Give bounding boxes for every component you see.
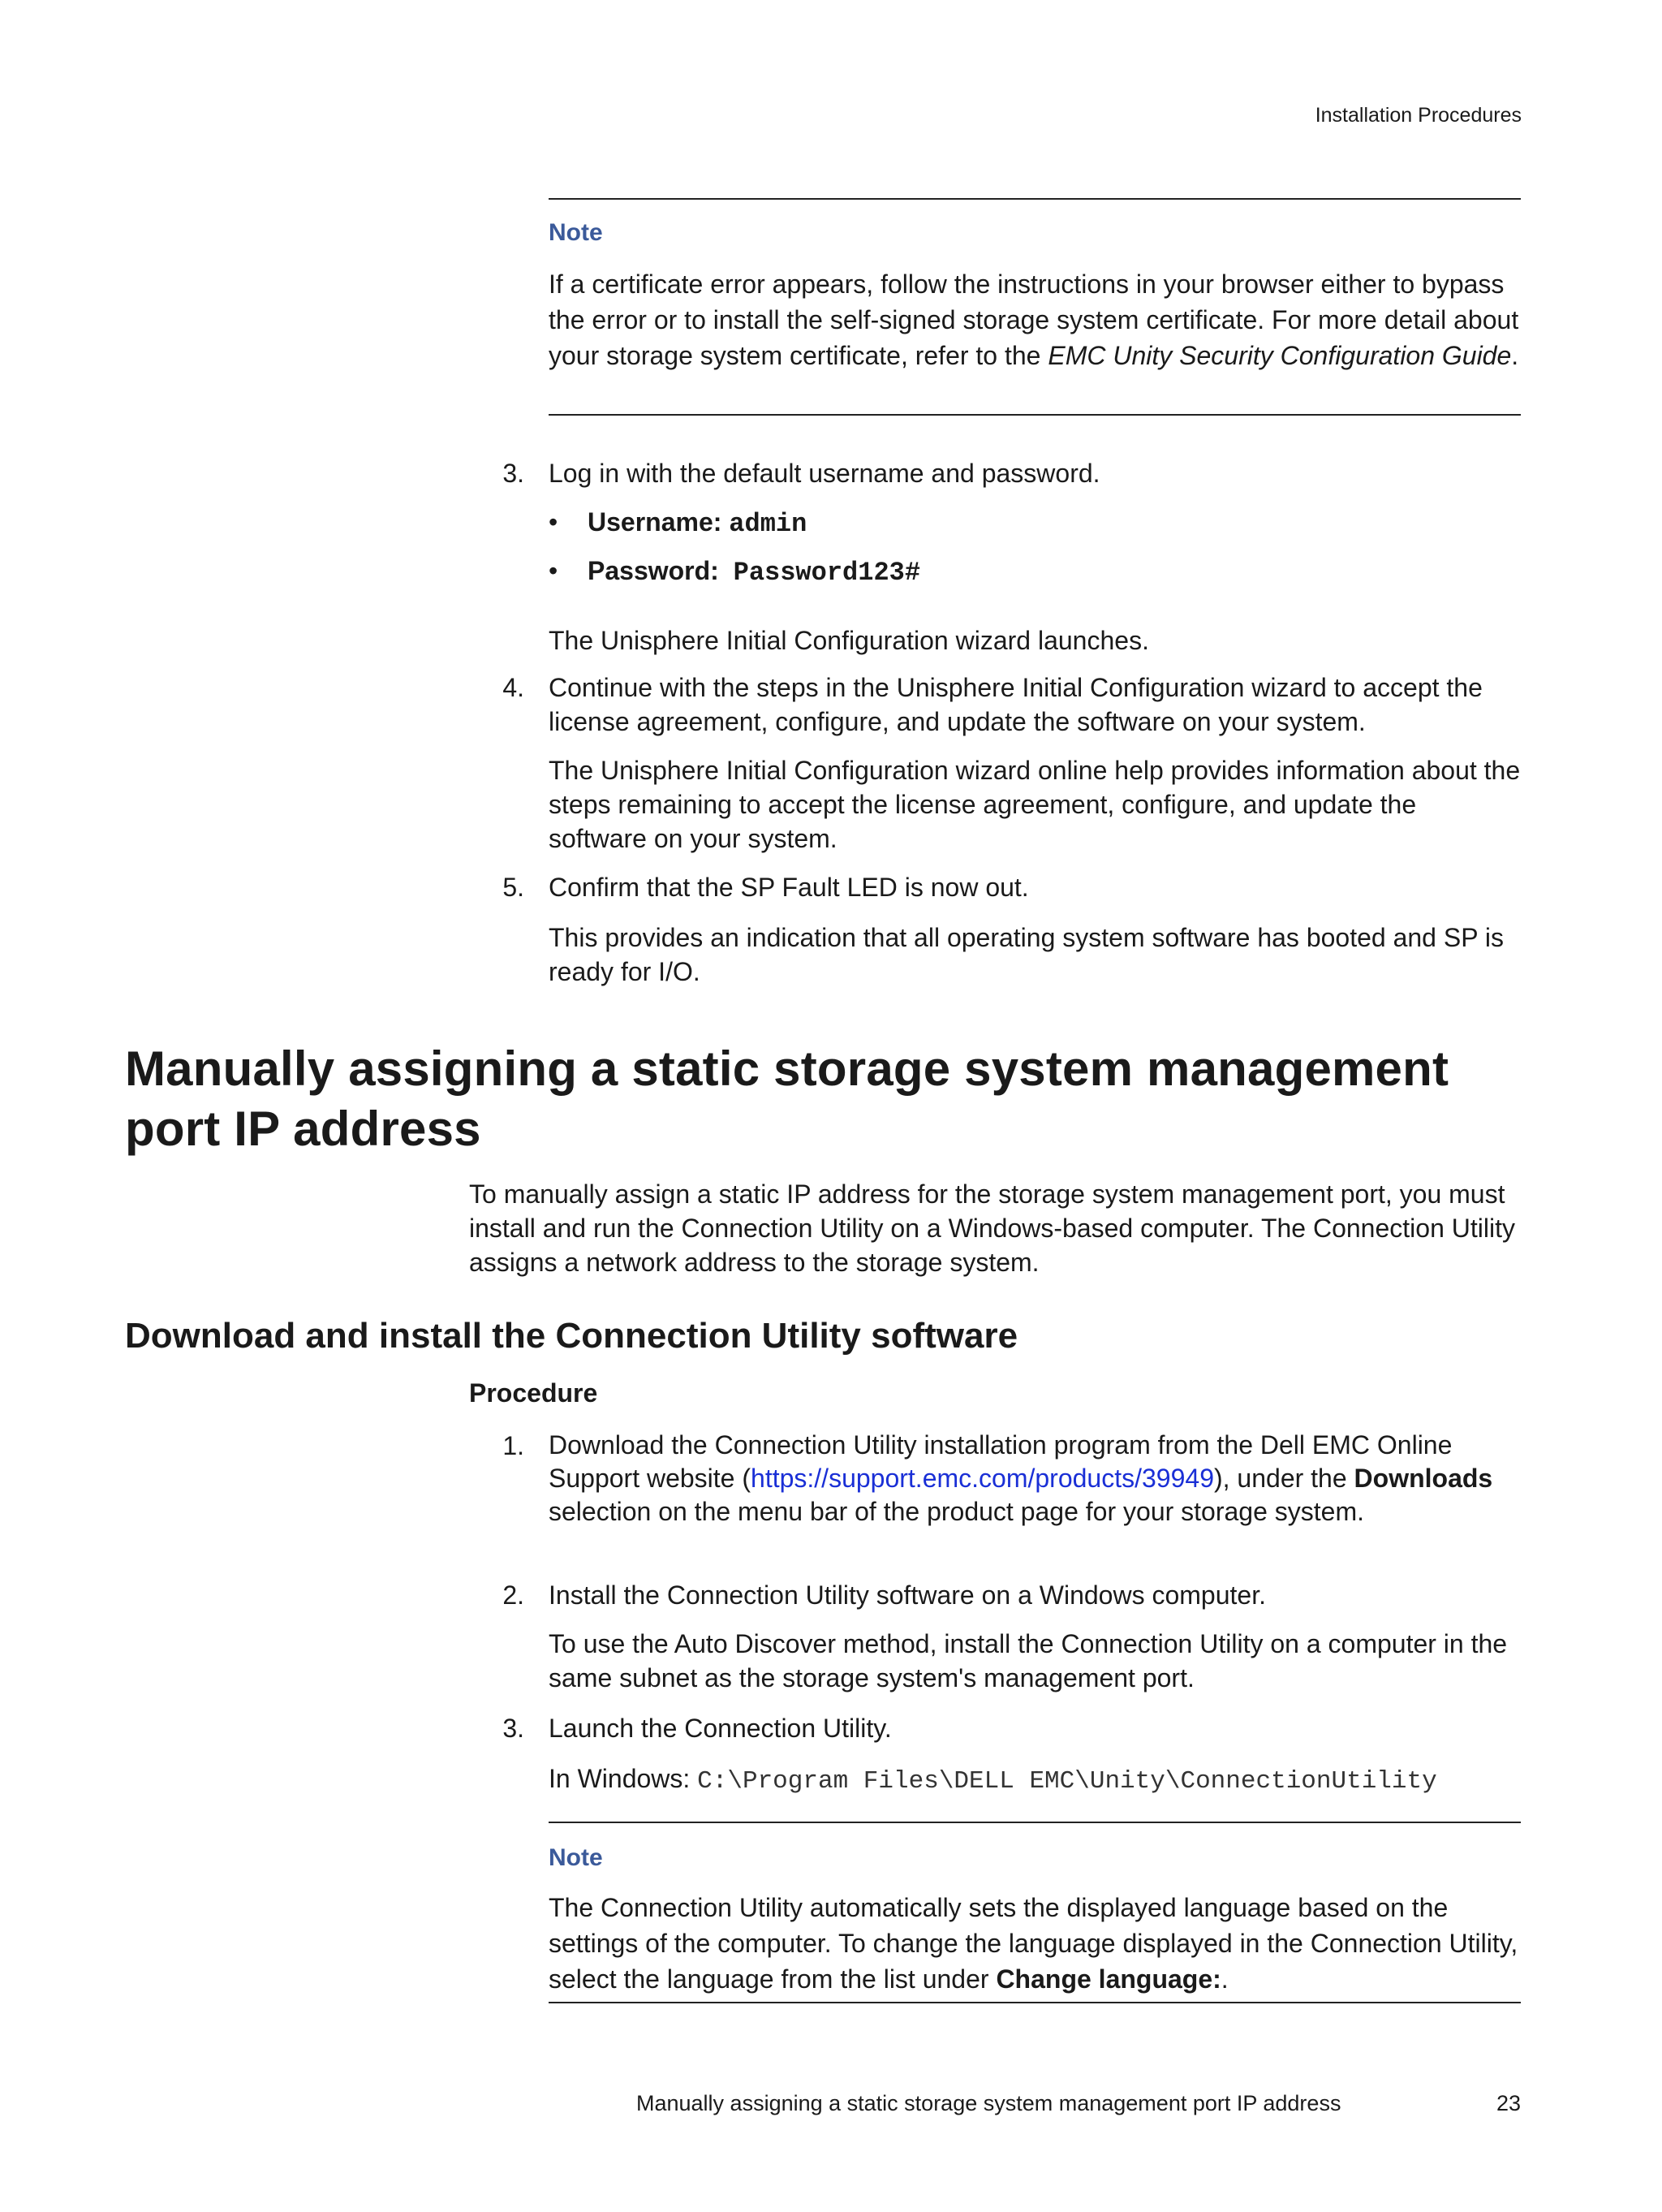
note-text-post: .: [1511, 341, 1519, 370]
username-value: admin: [729, 509, 807, 539]
note-bottom-rule: [549, 414, 1521, 416]
step-text-pre: Download the Connection Utility installation program from the Dell EMC Online Support website (: [549, 1430, 1453, 1493]
step-number: 3.: [502, 1714, 524, 1743]
note-text-post: .: [1221, 1964, 1229, 1994]
step-number: 3.: [502, 459, 524, 488]
step-detail: To use the Auto Discover method, install the Connection Utility on a computer in the same subnet as the storage system's management port.: [549, 1629, 1508, 1692]
password-item: [588, 554, 920, 590]
note-text-pre: The Connection Utility automatically sets the displayed language based on the settings of the computer. To change the language displayed in the Connection Utility, select the language from the list under: [549, 1893, 1518, 1994]
step-text: Continue with the steps in the Unisphere Initial Configuration wizard to accept the license agreement, configure, and update the software on your system.: [549, 673, 1483, 736]
step-result: The Unisphere Initial Configuration wizard launches.: [549, 626, 1149, 655]
windows-label: In Windows:: [549, 1764, 698, 1793]
downloads-label: Downloads: [1354, 1464, 1493, 1493]
footer-title: Manually assigning a static storage system management port IP address: [636, 2091, 1341, 2115]
step-text: [549, 1429, 1521, 1529]
note-bottom-rule: [549, 2002, 1521, 2003]
step-number: 4.: [502, 673, 524, 702]
step-detail: This provides an indication that all operating system software has booted and SP is ready for I/O.: [549, 923, 1504, 986]
note-label: Note: [549, 219, 603, 246]
procedure-label: Procedure: [469, 1378, 598, 1408]
change-language-label: Change language:: [996, 1964, 1221, 1994]
note-text: [549, 1890, 1521, 1997]
password-label: Password:: [588, 556, 719, 585]
step-number: 1.: [502, 1431, 524, 1460]
step-text-post: selection on the menu bar of the product page for your storage system.: [549, 1497, 1365, 1526]
bullet: •: [549, 507, 558, 537]
step-detail: The Unisphere Initial Configuration wizard online help provides information about the steps remaining to accept the license agreement, configure, and update the software on your system.: [549, 756, 1521, 853]
step-text: Install the Connection Utility software on a Windows computer.: [549, 1580, 1266, 1610]
subsection-title: Download and install the Connection Utility software: [125, 1316, 1018, 1356]
step-number: 5.: [502, 873, 524, 902]
step-text: Confirm that the SP Fault LED is now out.: [549, 873, 1029, 902]
section-intro: To manually assign a static IP address for the storage system management port, you must install and run the Connection Utility on a Windows-based computer. The Connection Utility assigns a network address to the storage system.: [469, 1179, 1515, 1277]
windows-path: C:\Program Files\DELL EMC\Unity\ConnectionUtility: [697, 1767, 1437, 1796]
username-label: Username:: [588, 507, 722, 537]
password-value: Password123#: [733, 558, 921, 588]
running-header: Installation Procedures: [1315, 104, 1522, 127]
bullet: •: [549, 556, 558, 585]
note-top-rule: [549, 198, 1521, 200]
page-number: 23: [1496, 2091, 1521, 2115]
step-text: Launch the Connection Utility.: [549, 1714, 892, 1743]
note-label: Note: [549, 1844, 603, 1871]
note-text: [549, 266, 1521, 373]
step-text: Log in with the default username and password.: [549, 459, 1100, 488]
support-link[interactable]: https://support.emc.com/products/39949: [751, 1464, 1214, 1493]
step-number: 2.: [502, 1580, 524, 1610]
step-text-mid: ), under the: [1213, 1464, 1354, 1493]
note-top-rule: [549, 1822, 1521, 1823]
guide-title: EMC Unity Security Configuration Guide: [1048, 341, 1512, 370]
windows-path-line: [549, 1761, 1521, 1799]
section-title: Manually assigning a static storage system management port IP address: [125, 1041, 1449, 1156]
note-text-pre: If a certificate error appears, follow the instructions in your browser either to bypass the error or to install the self-signed storage system certificate. For more detail about your storage system certificate, refer to the: [549, 269, 1519, 370]
username-item: [588, 505, 807, 541]
